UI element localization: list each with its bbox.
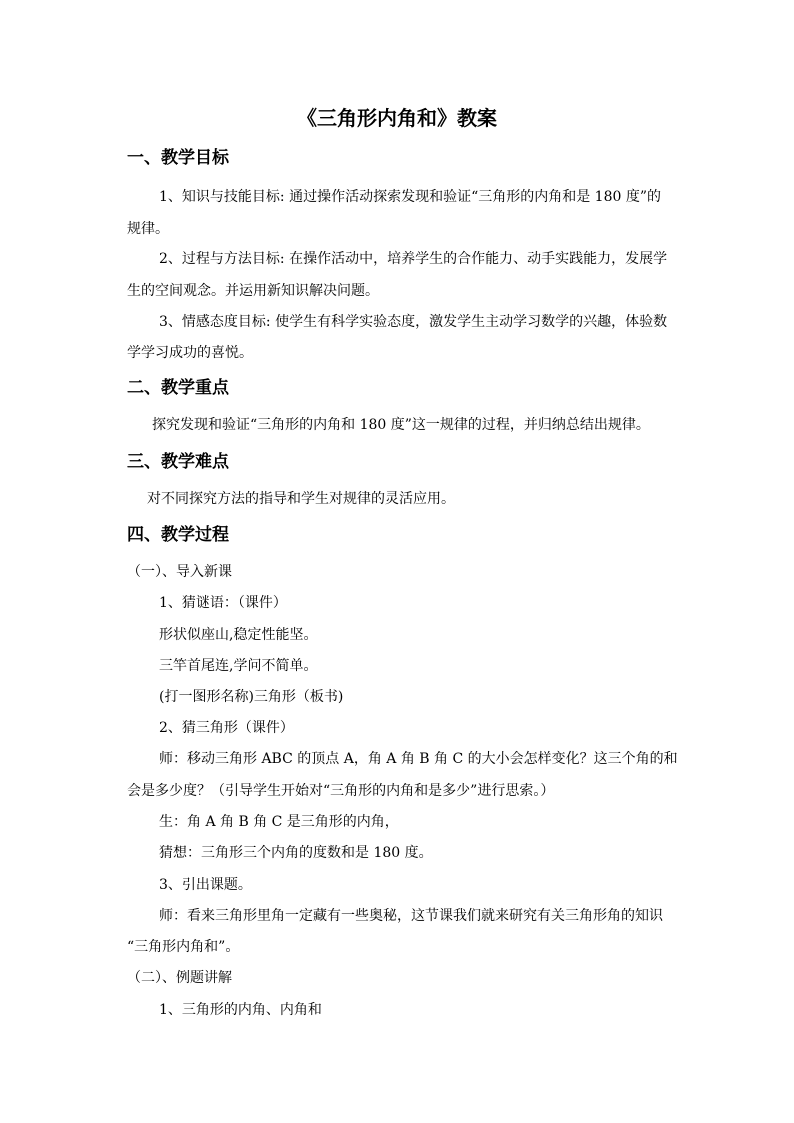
- riddle-line: 形状似座山,稳定性能坚。: [159, 627, 318, 643]
- list-item: 1、三角形的内角、内角和: [159, 1002, 322, 1018]
- subsection-heading: （一）、导入新课: [127, 564, 232, 580]
- paragraph-line: 对不同探究方法的指导和学生对规律的灵活应用。: [147, 491, 455, 507]
- section-heading-difficulties: 三、教学难点: [127, 452, 229, 472]
- section-heading-process: 四、教学过程: [127, 525, 229, 545]
- paragraph-line: 师：看来三角形里角一定藏有一些奥秘，这节课我们就来研究有关三角形角的知识: [159, 908, 663, 924]
- list-item: 2、猜三角形（课件）: [159, 720, 294, 736]
- list-item: 1、猜谜语：（课件）: [159, 595, 287, 611]
- document-title: 《三角形内角和》教案: [297, 106, 497, 130]
- paragraph-line: “三角形内角和”。: [127, 939, 240, 955]
- paragraph-line: 师：移动三角形 ABC 的顶点 A，角 A 角 B 角 C 的大小会怎样变化？这三个角的和: [159, 751, 678, 767]
- section-heading-objectives: 一、教学目标: [127, 148, 229, 168]
- paragraph-line: 2、过程与方法目标: 在操作活动中，培养学生的合作能力、动手实践能力，发展学: [159, 251, 668, 267]
- riddle-line: (打一图形名称)三角形（板书): [159, 689, 344, 705]
- paragraph-line: 规律。: [127, 221, 169, 237]
- paragraph-line: 学学习成功的喜悦。: [127, 345, 253, 361]
- subsection-heading: （二）、例题讲解: [127, 970, 232, 986]
- paragraph-line: 探究发现和验证“三角形的内角和 180 度”这一规律的过程，并归纳总结出规律。: [152, 417, 650, 433]
- section-heading-key-points: 二、教学重点: [127, 378, 229, 398]
- paragraph-line: 生：角 A 角 B 角 C 是三角形的内角，: [159, 814, 399, 830]
- paragraph-line: 会是多少度？（引导学生开始对“三角形的内角和是多少”进行思索。）: [127, 783, 555, 799]
- paragraph-line: 3、情感态度目标: 使学生有科学实验态度，激发学生主动学习数学的兴趣，体验数: [159, 314, 668, 330]
- riddle-line: 三竿首尾连,学问不简单。: [159, 658, 318, 674]
- paragraph-line: 生的空间观念。并运用新知识解决问题。: [127, 283, 379, 299]
- paragraph-line: 1、知识与技能目标: 通过操作活动探索发现和验证“三角形的内角和是 180 度”的: [159, 189, 662, 205]
- list-item: 3、引出课题。: [159, 877, 252, 893]
- paragraph-line: 猜想：三角形三个内角的度数和是 180 度。: [159, 845, 433, 861]
